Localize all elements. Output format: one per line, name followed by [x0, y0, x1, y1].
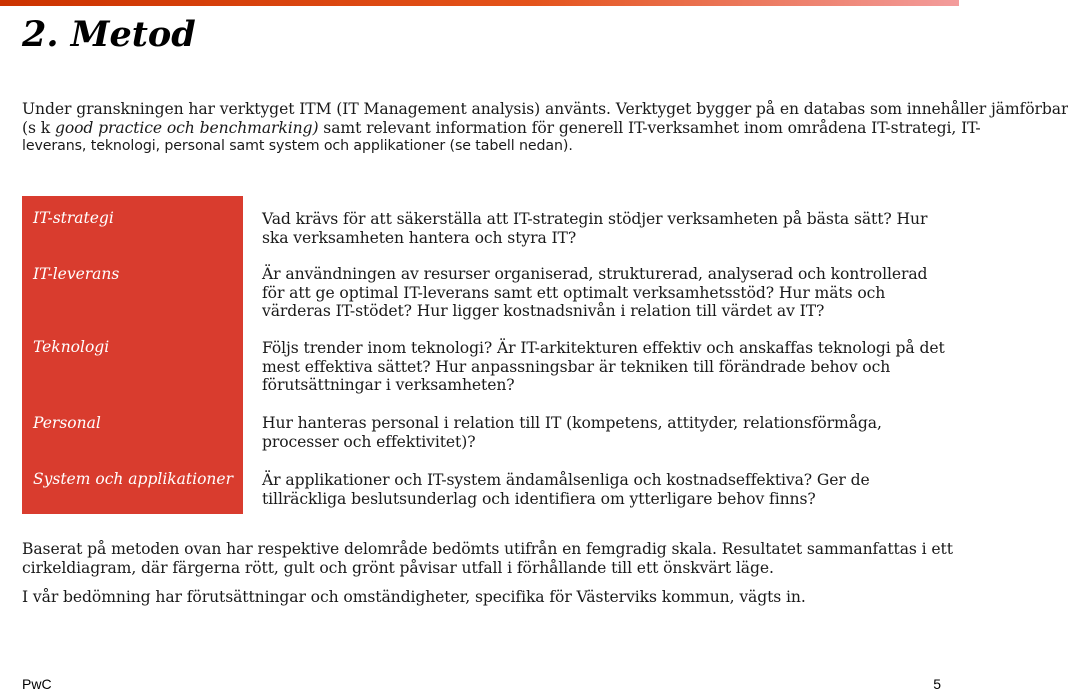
intro-paragraph [22, 100, 1068, 156]
page-number: 5 [933, 676, 941, 692]
category-description-system-applikationer: Är applikationer och IT-system ändamålsenliga och kostnadseffektiva? Ger de tillräckliga beslutsunderlag och identifiera om ytterligare behov finns? [262, 471, 870, 508]
footer-brand: PwC [22, 676, 52, 692]
summary-paragraph-2: I vår bedömning har förutsättningar och omständigheter, specifika för Västerviks kommun, vägts in. [22, 588, 806, 606]
intro-line-2-end: samt relevant information för generell IT-verksamhet inom områdena IT-strategi, IT- [318, 118, 981, 137]
category-description-personal: Hur hanteras personal i relation till IT (kompetens, attityder, relationsförmåga, processer och effektivitet)? [262, 414, 882, 451]
summary-paragraph-1: Baserat på metoden ovan har respektive delområde bedömts utifrån en femgradig skala. Resultatet sammanfattas i ett cirkeldiagram, där färgerna rött, gult och grönt påvisar utfall i förhållande till ett önskvärt läge. [22, 540, 953, 577]
category-label-personal: Personal [33, 414, 101, 432]
category-sidebar [22, 196, 243, 514]
category-label-it-leverans: IT-leverans [33, 265, 120, 283]
intro-line-1: Under granskningen har verktyget ITM (IT Management analysis) använts. Verktyget bygger på en databas som innehåller jämförbar [22, 100, 1068, 118]
category-description-it-strategi: Vad krävs för att säkerställa att IT-strategin stödjer verksamheten på bästa sätt? Hur ska verksamheten hantera och styra IT? [262, 210, 928, 247]
top-accent-bar [0, 0, 959, 6]
intro-line-2 [22, 118, 981, 138]
category-label-it-strategi: IT-strategi [33, 209, 114, 227]
category-description-teknologi: Följs trender inom teknologi? Är IT-arkitekturen effektiv och anskaffas teknologi på det mest effektiva sättet? Hur anpassningsbar är tekniken till förändrade behov och förutsättningar i verksamheten? [262, 339, 945, 394]
intro-line-3: leverans, teknologi, personal samt system och applikationer (se tabell nedan). [22, 138, 573, 154]
category-label-system-applikationer: System och applikationer [33, 470, 233, 488]
intro-line-2-start: (s k [22, 118, 55, 137]
category-description-it-leverans: Är användningen av resurser organiserad, strukturerad, analyserad och kontrollerad för att ge optimal IT-leverans samt ett optimalt verksamhetsstöd? Hur mäts och värderas IT-stödet? Hur ligger kostnadsnivån i relation till värdet av IT? [262, 265, 928, 320]
page-title: 2. Metod [22, 14, 196, 55]
category-label-teknologi: Teknologi [33, 338, 110, 356]
intro-italic-term: good practice och benchmarking) [54, 118, 319, 137]
